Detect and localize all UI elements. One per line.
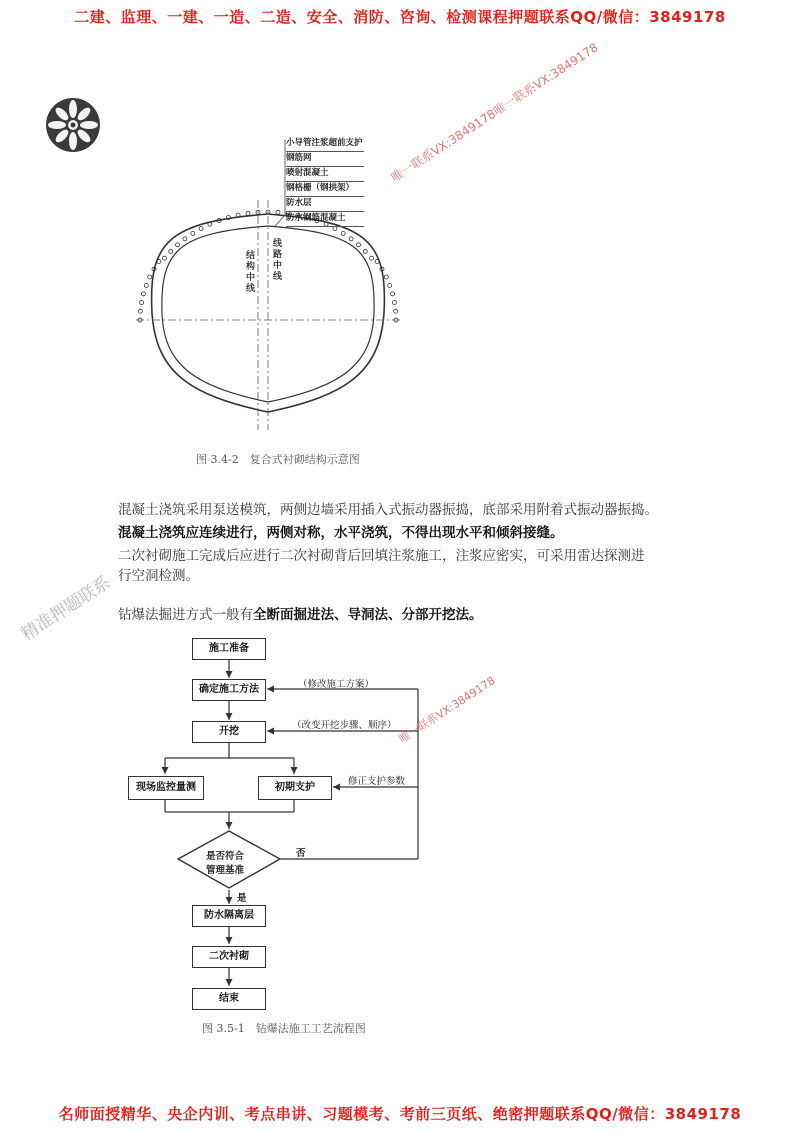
- paragraph-pouring-rule: 混凝土浇筑应连续进行，两侧对称，水平浇筑，不得出现水平和倾斜接缝。: [118, 525, 564, 541]
- label-yes: 是: [237, 893, 247, 904]
- label-modify-support: 修正支护参数: [348, 776, 406, 787]
- node-end: 结束: [192, 988, 266, 1010]
- header-banner: 二建、监理、一建、一造、二造、安全、消防、咨询、检测课程押题联系QQ/微信：3849178: [74, 8, 726, 26]
- label-no: 否: [296, 848, 306, 859]
- node-monitor: 现场监控量测: [128, 776, 204, 800]
- paragraph-pouring-method: 混凝土浇筑采用泵送模筑，两侧边墙采用插入式振动器振捣，底部采用附着式振动器振捣。: [118, 502, 658, 518]
- watermark-top-right: 唯一联系VX:3849178唯一联系VX:3849178: [388, 40, 601, 185]
- node-prepare: 施工准备: [192, 638, 266, 660]
- node-lining: 二次衬砌: [192, 946, 266, 968]
- legend-item: 防水钢筋混凝土: [286, 211, 364, 227]
- node-plan: 确定施工方法: [192, 679, 266, 701]
- label-change-steps: （改变开挖步骤、顺序）: [292, 720, 397, 731]
- paragraph-drill-blast-methods: 钻爆法掘进方式一般有全断面掘进法、导洞法、分部开挖法。: [118, 607, 483, 623]
- legend-item: 小导管注浆超前支护: [286, 136, 364, 152]
- node-waterproof: 防水隔离层: [192, 905, 266, 927]
- paragraph-backfill-line1: 二次衬砌施工完成后应进行二次衬砌背后回填注浆施工，注浆应密实，可采用雷达探测进: [118, 548, 645, 564]
- decision-text-line1: 是否符合: [206, 851, 245, 862]
- decision-text-line2: 管理基准: [206, 865, 245, 876]
- node-support: 初期支护: [258, 776, 332, 800]
- legend-item: 防水层: [286, 196, 364, 212]
- legend-item: 喷射混凝土: [286, 166, 364, 182]
- watermark-left-diagonal: 精准押题联系: [17, 572, 115, 645]
- flowchart-caption: 图 3.5-1 钻爆法施工工艺流程图: [202, 1022, 366, 1035]
- label-modify-plan: （修改施工方案）: [298, 679, 375, 690]
- route-centerline-label: 线路中线: [271, 238, 281, 282]
- legend-item: 钢格栅（钢拱架）: [286, 181, 364, 197]
- node-excavate: 开挖: [192, 721, 266, 743]
- paragraph-backfill-line2: 行空洞检测。: [118, 568, 199, 584]
- footer-banner: 名师面授精华、央企内训、考点串讲、习题模考、考前三页纸、绝密押题联系QQ/微信：3849178: [58, 1105, 742, 1123]
- watermark-flowchart: 唯一联系VX:3849178: [396, 674, 498, 746]
- structure-centerline-label: 结构中线: [244, 250, 254, 294]
- tunnel-figure-caption: 图 3.4-2 复合式衬砌结构示意图: [196, 453, 360, 466]
- legend-item: 钢筋网: [286, 151, 364, 167]
